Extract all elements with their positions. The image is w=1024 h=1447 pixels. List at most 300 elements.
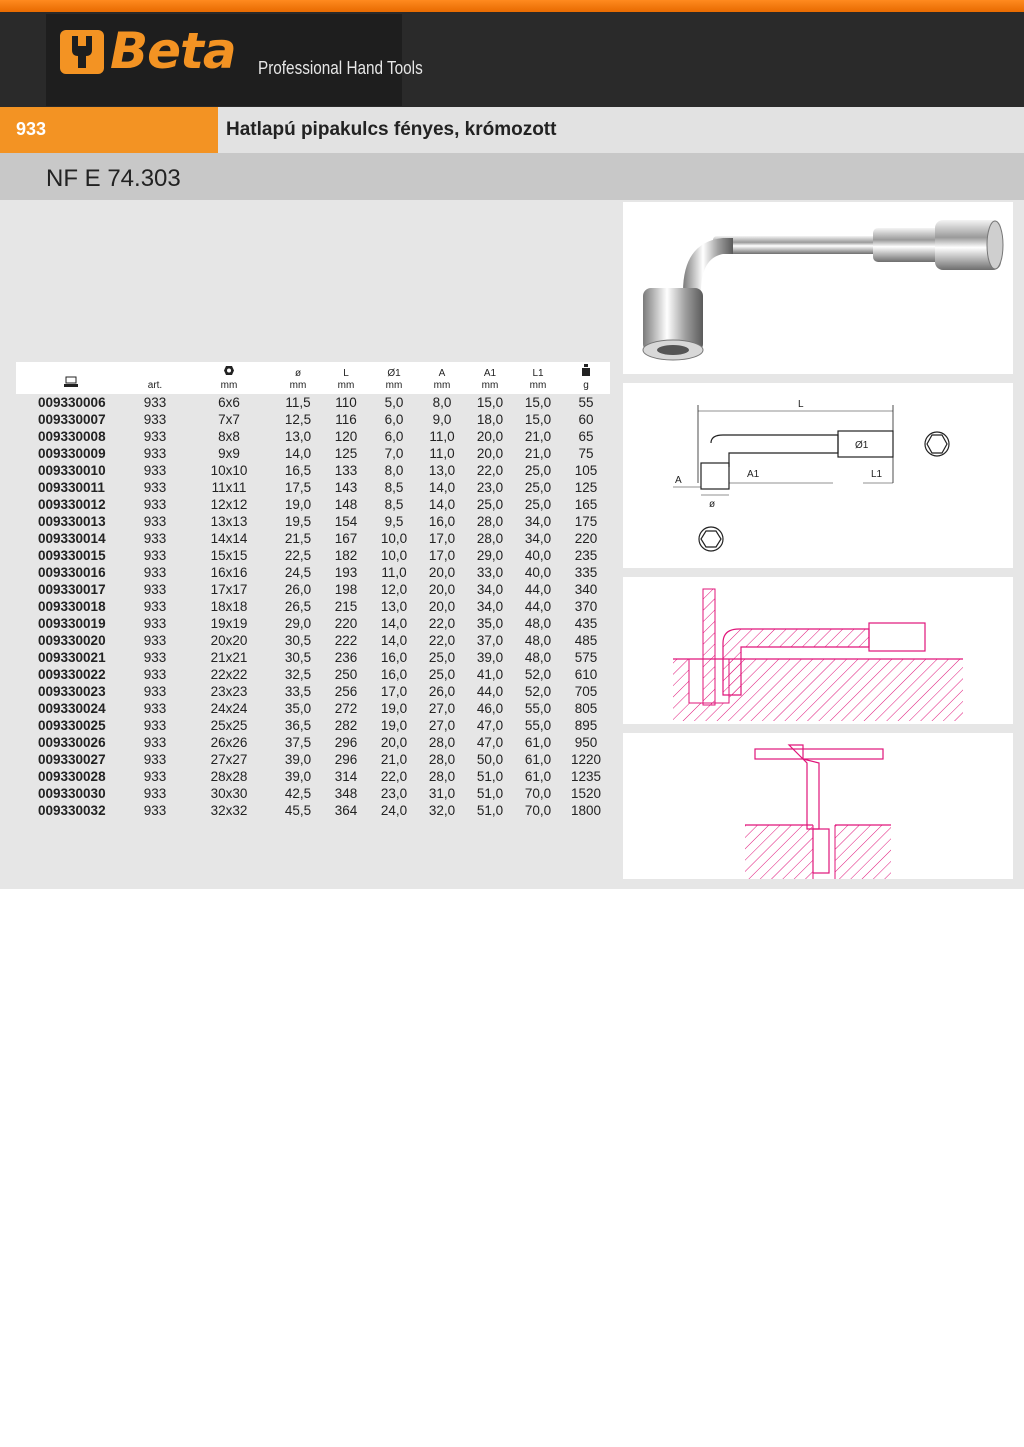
table-cell: 17,5 bbox=[284, 480, 312, 495]
article-number-cell: 009330011 bbox=[38, 480, 105, 495]
table-cell: 895 bbox=[574, 718, 598, 733]
table-cell: 154 bbox=[334, 514, 358, 529]
table-cell: 933 bbox=[143, 514, 167, 529]
table-cell: 27x27 bbox=[210, 752, 248, 767]
table-cell: 235 bbox=[574, 548, 598, 563]
table-row bbox=[16, 445, 610, 462]
article-number-cell: 009330007 bbox=[38, 412, 106, 427]
table-cell: 17x17 bbox=[210, 582, 248, 597]
col-article-code bbox=[16, 362, 126, 394]
table-cell: 7x7 bbox=[218, 412, 240, 427]
table-cell: 17,0 bbox=[380, 684, 408, 699]
table-cell: 22,0 bbox=[380, 769, 408, 784]
table-cell: 33,0 bbox=[476, 565, 504, 580]
table-cell: 34,0 bbox=[476, 599, 504, 614]
table-cell: 933 bbox=[143, 803, 167, 818]
table-row bbox=[16, 394, 610, 411]
dim-label-diam: ø bbox=[709, 499, 716, 510]
table-cell: 70,0 bbox=[524, 786, 552, 801]
article-number-cell: 009330008 bbox=[38, 429, 106, 444]
table-cell: 236 bbox=[334, 650, 358, 665]
dim-label-L: L bbox=[798, 399, 804, 410]
table-cell: 933 bbox=[143, 752, 167, 767]
table-cell: 34,0 bbox=[524, 514, 552, 529]
table-cell: 26x26 bbox=[210, 735, 248, 750]
table-cell: 222 bbox=[334, 633, 358, 648]
table-cell: 41,0 bbox=[476, 667, 504, 682]
table-cell: 9,0 bbox=[432, 412, 452, 427]
table-cell: 26,0 bbox=[284, 582, 312, 597]
table-cell: 34,0 bbox=[524, 531, 552, 546]
table-row bbox=[16, 700, 610, 717]
table-cell: 39,0 bbox=[476, 650, 504, 665]
table-cell: 65 bbox=[578, 429, 594, 444]
table-cell: 22,0 bbox=[476, 463, 504, 478]
table-cell: 28x28 bbox=[210, 769, 248, 784]
article-number-cell: 009330021 bbox=[38, 650, 106, 665]
article-number-cell: 009330032 bbox=[38, 803, 106, 818]
table-cell: 933 bbox=[143, 446, 167, 461]
table-cell: 25,0 bbox=[476, 497, 504, 512]
table-cell: 75 bbox=[578, 446, 594, 461]
table-cell: 364 bbox=[334, 803, 358, 818]
table-cell: 8,5 bbox=[384, 480, 404, 495]
table-row bbox=[16, 717, 610, 734]
table-cell: 933 bbox=[143, 633, 167, 648]
table-cell: 37,0 bbox=[476, 633, 504, 648]
table-cell: 575 bbox=[574, 650, 598, 665]
table-cell: 44,0 bbox=[524, 582, 552, 597]
table-cell: 46,0 bbox=[476, 701, 504, 716]
spec-table-body bbox=[16, 394, 610, 819]
table-cell: 10x10 bbox=[210, 463, 248, 478]
article-number-cell: 009330025 bbox=[38, 718, 106, 733]
table-cell: 1800 bbox=[570, 803, 602, 818]
table-row bbox=[16, 751, 610, 768]
table-cell: 933 bbox=[143, 735, 167, 750]
table-cell: 16,0 bbox=[380, 667, 408, 682]
table-cell: 933 bbox=[143, 786, 167, 801]
table-cell: 348 bbox=[334, 786, 358, 801]
table-cell: 256 bbox=[334, 684, 358, 699]
article-code-icon bbox=[64, 376, 78, 388]
col-diam: ø mm bbox=[289, 368, 307, 391]
col-weight: g bbox=[562, 362, 610, 394]
table-cell: 933 bbox=[143, 582, 167, 597]
table-row bbox=[16, 649, 610, 666]
product-code: 933 bbox=[16, 119, 47, 139]
table-cell: 6,0 bbox=[384, 429, 404, 444]
dim-label-diam1: Ø1 bbox=[855, 440, 869, 451]
table-cell: 125 bbox=[334, 446, 358, 461]
weight-icon bbox=[581, 364, 591, 376]
table-cell: 12,0 bbox=[380, 582, 408, 597]
table-cell: 13x13 bbox=[210, 514, 248, 529]
table-cell: 52,0 bbox=[524, 684, 552, 699]
col-diam1: Ø1 mm bbox=[385, 368, 403, 391]
table-cell: 933 bbox=[143, 769, 167, 784]
article-number-cell: 009330028 bbox=[38, 769, 106, 784]
table-cell: 175 bbox=[574, 514, 598, 529]
table-cell: 950 bbox=[574, 735, 598, 750]
table-row bbox=[16, 513, 610, 530]
table-cell: 17,0 bbox=[428, 531, 456, 546]
table-row bbox=[16, 785, 610, 802]
table-cell: 314 bbox=[334, 769, 358, 784]
wrench-logo-icon bbox=[58, 28, 106, 76]
article-number-cell: 009330010 bbox=[38, 463, 106, 478]
table-cell: 11,0 bbox=[429, 446, 455, 461]
table-cell: 220 bbox=[574, 531, 598, 546]
table-cell: 61,0 bbox=[524, 769, 552, 784]
table-cell: 250 bbox=[334, 667, 358, 682]
table-cell: 19,0 bbox=[380, 718, 408, 733]
table-row bbox=[16, 632, 610, 649]
article-number-cell: 009330030 bbox=[38, 786, 106, 801]
table-cell: 19,0 bbox=[284, 497, 312, 512]
table-cell: 24,0 bbox=[380, 803, 408, 818]
table-row bbox=[16, 734, 610, 751]
table-cell: 12x12 bbox=[210, 497, 248, 512]
table-cell: 25,0 bbox=[428, 650, 456, 665]
table-cell: 933 bbox=[143, 412, 167, 427]
table-cell: 20,0 bbox=[476, 429, 504, 444]
table-cell: 120 bbox=[334, 429, 358, 444]
table-cell: 296 bbox=[334, 735, 358, 750]
usage-diagram-panel-2 bbox=[623, 733, 1013, 879]
table-cell: 29,0 bbox=[476, 548, 504, 563]
top-accent-bar bbox=[0, 0, 1024, 12]
col-a1: A1 mm bbox=[481, 368, 499, 391]
table-cell: 11,0 bbox=[381, 565, 407, 580]
table-cell: 22,0 bbox=[428, 633, 456, 648]
table-cell: 23,0 bbox=[476, 480, 504, 495]
table-row bbox=[16, 683, 610, 700]
table-cell: 198 bbox=[334, 582, 358, 597]
table-cell: 933 bbox=[143, 599, 167, 614]
dimension-drawing-panel bbox=[623, 383, 1013, 568]
article-number-cell: 009330027 bbox=[38, 752, 106, 767]
table-cell: 30,5 bbox=[284, 633, 312, 648]
table-row bbox=[16, 598, 610, 615]
table-cell: 933 bbox=[143, 718, 167, 733]
table-cell: 15,0 bbox=[524, 412, 552, 427]
table-cell: 272 bbox=[334, 701, 358, 716]
table-cell: 10,0 bbox=[380, 548, 408, 563]
table-row bbox=[16, 547, 610, 564]
table-cell: 51,0 bbox=[476, 769, 504, 784]
table-cell: 27,0 bbox=[428, 718, 456, 733]
article-number-cell: 009330014 bbox=[38, 531, 106, 546]
table-cell: 35,0 bbox=[284, 701, 312, 716]
table-cell: 42,5 bbox=[284, 786, 312, 801]
table-cell: 14,0 bbox=[428, 497, 456, 512]
dim-label-A: A bbox=[675, 475, 682, 486]
table-cell: 37,5 bbox=[284, 735, 312, 750]
table-cell: 21,0 bbox=[524, 446, 552, 461]
table-row bbox=[16, 530, 610, 547]
table-cell: 34,0 bbox=[476, 582, 504, 597]
table-cell: 370 bbox=[574, 599, 598, 614]
table-cell: 61,0 bbox=[524, 752, 552, 767]
table-cell: 933 bbox=[143, 667, 167, 682]
table-row bbox=[16, 802, 610, 819]
table-cell: 8,0 bbox=[384, 463, 404, 478]
table-cell: 933 bbox=[143, 531, 167, 546]
wrench-photo-image bbox=[623, 202, 1013, 374]
table-cell: 24,5 bbox=[284, 565, 312, 580]
table-cell: 32,0 bbox=[428, 803, 456, 818]
table-cell: 28,0 bbox=[476, 531, 504, 546]
table-cell: 27,0 bbox=[428, 701, 456, 716]
table-cell: 148 bbox=[334, 497, 358, 512]
table-cell: 55 bbox=[578, 395, 594, 410]
table-cell: 39,0 bbox=[284, 752, 312, 767]
usage-diagram-vertical bbox=[623, 733, 1013, 879]
table-cell: 933 bbox=[143, 701, 167, 716]
table-cell: 933 bbox=[143, 429, 167, 444]
table-cell: 19,5 bbox=[284, 514, 312, 529]
table-cell: 296 bbox=[334, 752, 358, 767]
table-cell: 52,0 bbox=[524, 667, 552, 682]
table-cell: 11,5 bbox=[285, 395, 311, 410]
article-number-cell: 009330015 bbox=[38, 548, 106, 563]
usage-diagram-offset bbox=[623, 577, 1013, 724]
table-row bbox=[16, 615, 610, 632]
table-cell: 30x30 bbox=[210, 786, 248, 801]
table-cell: 133 bbox=[334, 463, 358, 478]
table-cell: 32x32 bbox=[210, 803, 248, 818]
hex-socket-icon bbox=[223, 365, 235, 376]
table-cell: 32,5 bbox=[284, 667, 312, 682]
table-cell: 340 bbox=[574, 582, 598, 597]
brand-name: Beta bbox=[110, 22, 236, 80]
table-cell: 33,5 bbox=[284, 684, 312, 699]
table-cell: 48,0 bbox=[524, 616, 552, 631]
table-row bbox=[16, 581, 610, 598]
table-cell: 933 bbox=[143, 684, 167, 699]
table-cell: 20,0 bbox=[380, 735, 408, 750]
table-cell: 933 bbox=[143, 548, 167, 563]
table-cell: 28,0 bbox=[428, 752, 456, 767]
spec-table bbox=[16, 362, 610, 819]
table-cell: 28,0 bbox=[428, 769, 456, 784]
table-row bbox=[16, 428, 610, 445]
table-cell: 20x20 bbox=[210, 633, 248, 648]
table-cell: 55,0 bbox=[524, 701, 552, 716]
table-row bbox=[16, 564, 610, 581]
table-cell: 5,0 bbox=[384, 395, 404, 410]
table-cell: 8,0 bbox=[432, 395, 452, 410]
table-cell: 14,0 bbox=[380, 616, 408, 631]
dimension-drawing bbox=[623, 383, 1013, 568]
table-cell: 143 bbox=[334, 480, 358, 495]
table-cell: 40,0 bbox=[524, 548, 552, 563]
table-cell: 220 bbox=[334, 616, 358, 631]
table-cell: 335 bbox=[574, 565, 598, 580]
table-cell: 22,5 bbox=[284, 548, 312, 563]
table-row bbox=[16, 479, 610, 496]
product-title-row bbox=[0, 107, 1024, 153]
article-number-cell: 009330023 bbox=[38, 684, 106, 699]
table-cell: 39,0 bbox=[284, 769, 312, 784]
table-cell: 610 bbox=[574, 667, 598, 682]
table-cell: 21,0 bbox=[524, 429, 552, 444]
table-cell: 20,0 bbox=[428, 565, 456, 580]
table-cell: 485 bbox=[574, 633, 598, 648]
table-cell: 60 bbox=[578, 412, 594, 427]
table-cell: 110 bbox=[335, 395, 357, 410]
table-cell: 18,0 bbox=[476, 412, 504, 427]
table-cell: 25,0 bbox=[524, 497, 552, 512]
col-art: art. bbox=[147, 380, 163, 391]
table-cell: 45,5 bbox=[284, 803, 312, 818]
table-cell: 933 bbox=[143, 565, 167, 580]
table-cell: 21,5 bbox=[284, 531, 312, 546]
table-cell: 25,0 bbox=[524, 463, 552, 478]
table-cell: 182 bbox=[334, 548, 358, 563]
table-row bbox=[16, 666, 610, 683]
table-cell: 25,0 bbox=[428, 667, 456, 682]
table-cell: 20,0 bbox=[476, 446, 504, 461]
product-title: Hatlapú pipakulcs fényes, krómozott bbox=[226, 119, 557, 140]
col-hex-size: mm bbox=[184, 362, 274, 394]
table-cell: 805 bbox=[574, 701, 598, 716]
table-cell: 36,5 bbox=[284, 718, 312, 733]
article-number-cell: 009330019 bbox=[38, 616, 106, 631]
table-cell: 10,0 bbox=[380, 531, 408, 546]
table-cell: 47,0 bbox=[476, 718, 504, 733]
table-cell: 28,0 bbox=[476, 514, 504, 529]
table-cell: 29,0 bbox=[284, 616, 312, 631]
table-cell: 26,0 bbox=[428, 684, 456, 699]
table-cell: 15x15 bbox=[210, 548, 248, 563]
table-cell: 22,0 bbox=[428, 616, 456, 631]
table-cell: 21,0 bbox=[380, 752, 408, 767]
table-cell: 1235 bbox=[570, 769, 602, 784]
table-cell: 193 bbox=[334, 565, 358, 580]
table-cell: 9,5 bbox=[384, 514, 404, 529]
table-cell: 48,0 bbox=[524, 633, 552, 648]
table-cell: 13,0 bbox=[428, 463, 456, 478]
table-cell: 105 bbox=[574, 463, 598, 478]
standard-row bbox=[0, 153, 1024, 200]
table-cell: 14,0 bbox=[380, 633, 408, 648]
article-number-cell: 009330024 bbox=[38, 701, 106, 716]
table-cell: 23x23 bbox=[210, 684, 248, 699]
table-cell: 47,0 bbox=[476, 735, 504, 750]
table-cell: 23,0 bbox=[380, 786, 408, 801]
table-header-row bbox=[16, 362, 610, 394]
table-cell: 17,0 bbox=[428, 548, 456, 563]
table-cell: 14x14 bbox=[210, 531, 248, 546]
table-cell: 16x16 bbox=[210, 565, 248, 580]
table-cell: 7,0 bbox=[384, 446, 404, 461]
article-number-cell: 009330013 bbox=[38, 514, 106, 529]
table-cell: 933 bbox=[143, 463, 167, 478]
brand-tagline: Professional Hand Tools bbox=[258, 58, 423, 78]
table-cell: 705 bbox=[574, 684, 598, 699]
article-number-cell: 009330018 bbox=[38, 599, 106, 614]
product-photo-panel bbox=[623, 202, 1013, 374]
table-cell: 21x21 bbox=[210, 650, 248, 665]
article-number-cell: 009330022 bbox=[38, 667, 106, 682]
table-cell: 125 bbox=[574, 480, 598, 495]
table-cell: 31,0 bbox=[428, 786, 456, 801]
article-number-cell: 009330020 bbox=[38, 633, 106, 648]
table-cell: 435 bbox=[574, 616, 598, 631]
table-cell: 25,0 bbox=[524, 480, 552, 495]
article-number-cell: 009330012 bbox=[38, 497, 106, 512]
table-cell: 13,0 bbox=[380, 599, 408, 614]
table-row bbox=[16, 496, 610, 513]
table-cell: 8x8 bbox=[218, 429, 240, 444]
table-cell: 26,5 bbox=[284, 599, 312, 614]
table-cell: 30,5 bbox=[284, 650, 312, 665]
table-cell: 167 bbox=[334, 531, 358, 546]
col-length: L mm bbox=[337, 368, 355, 391]
article-number-cell: 009330016 bbox=[38, 565, 106, 580]
table-cell: 16,5 bbox=[284, 463, 312, 478]
article-number-cell: 009330009 bbox=[38, 446, 106, 461]
table-row bbox=[16, 411, 610, 428]
table-cell: 35,0 bbox=[476, 616, 504, 631]
table-cell: 25x25 bbox=[210, 718, 248, 733]
table-cell: 55,0 bbox=[524, 718, 552, 733]
table-cell: 933 bbox=[143, 616, 167, 631]
table-row bbox=[16, 462, 610, 479]
table-cell: 1220 bbox=[570, 752, 602, 767]
table-cell: 19x19 bbox=[210, 616, 248, 631]
table-cell: 13,0 bbox=[284, 429, 312, 444]
table-cell: 12,5 bbox=[284, 412, 312, 427]
table-cell: 20,0 bbox=[428, 582, 456, 597]
table-cell: 933 bbox=[143, 497, 167, 512]
table-cell: 15,0 bbox=[476, 395, 504, 410]
table-cell: 933 bbox=[143, 395, 167, 410]
table-cell: 933 bbox=[143, 480, 167, 495]
table-cell: 282 bbox=[334, 718, 358, 733]
table-cell: 11x11 bbox=[211, 480, 247, 495]
table-cell: 14,0 bbox=[284, 446, 312, 461]
usage-diagram-panel-1 bbox=[623, 577, 1013, 724]
table-cell: 22x22 bbox=[210, 667, 248, 682]
table-cell: 20,0 bbox=[428, 599, 456, 614]
table-cell: 116 bbox=[335, 412, 357, 427]
col-l1: L1 mm bbox=[529, 368, 547, 391]
dim-label-A1: A1 bbox=[747, 469, 760, 480]
table-cell: 15,0 bbox=[524, 395, 552, 410]
table-cell: 48,0 bbox=[524, 650, 552, 665]
table-row bbox=[16, 768, 610, 785]
table-cell: 19,0 bbox=[380, 701, 408, 716]
table-cell: 1520 bbox=[570, 786, 602, 801]
col-a: A mm bbox=[433, 368, 451, 391]
table-cell: 44,0 bbox=[524, 599, 552, 614]
table-cell: 16,0 bbox=[380, 650, 408, 665]
table-cell: 8,5 bbox=[384, 497, 404, 512]
table-cell: 24x24 bbox=[210, 701, 248, 716]
table-cell: 215 bbox=[334, 599, 358, 614]
table-cell: 9x9 bbox=[218, 446, 240, 461]
article-number-cell: 009330006 bbox=[38, 395, 106, 410]
product-code-box bbox=[0, 107, 218, 153]
table-cell: 44,0 bbox=[476, 684, 504, 699]
table-cell: 61,0 bbox=[524, 735, 552, 750]
table-cell: 18x18 bbox=[210, 599, 248, 614]
article-number-cell: 009330017 bbox=[38, 582, 106, 597]
table-cell: 51,0 bbox=[476, 786, 504, 801]
